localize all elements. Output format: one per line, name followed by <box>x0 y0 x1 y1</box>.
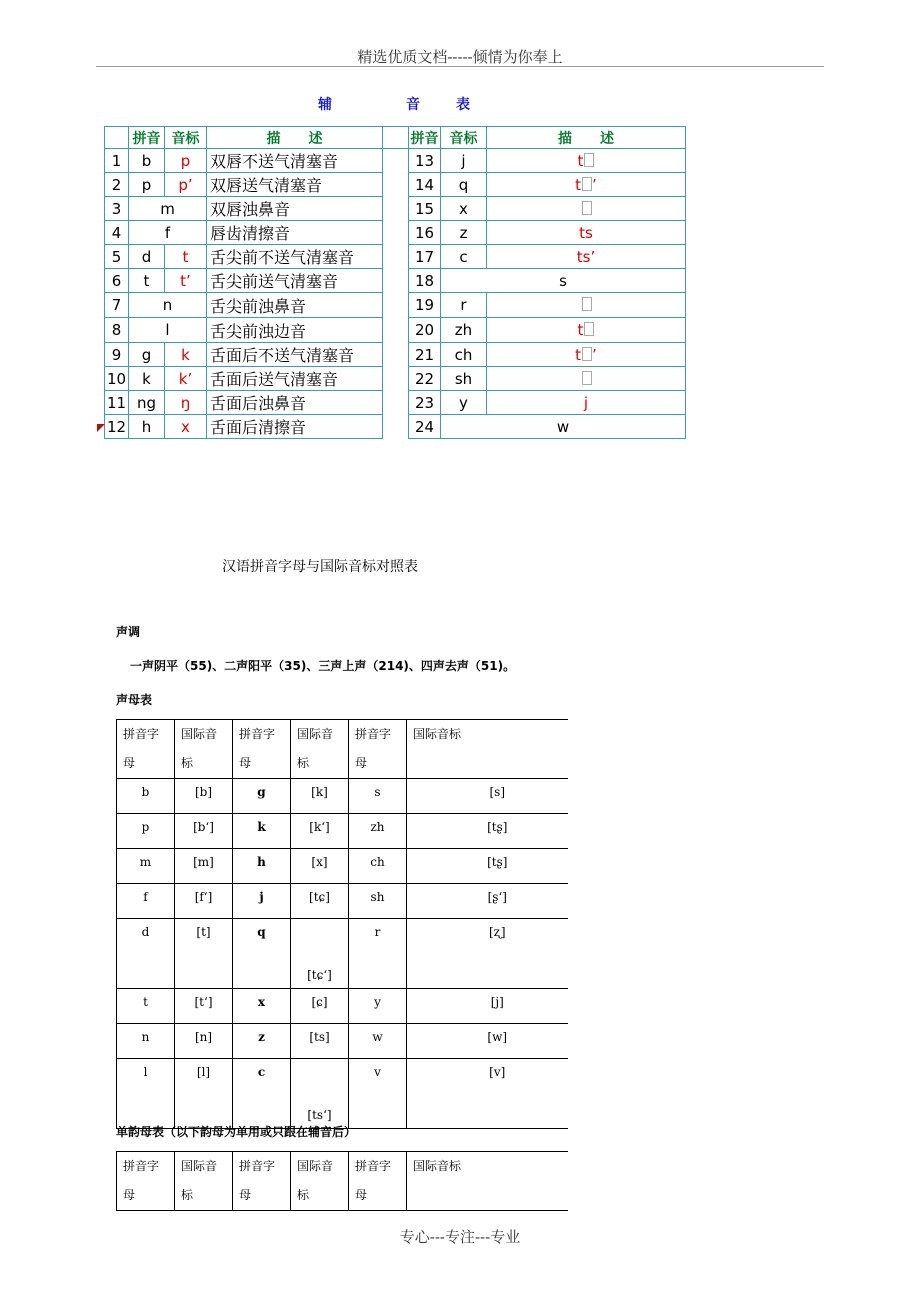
pinyin-cell: s <box>441 269 686 293</box>
missing-glyph-icon <box>582 347 592 361</box>
initials-cell: [ts‘] <box>291 1059 349 1129</box>
missing-glyph-icon <box>584 322 594 336</box>
initials-cell: [ts] <box>291 1024 349 1059</box>
ipa-symbol: t <box>575 345 582 364</box>
missing-glyph-icon <box>582 201 592 215</box>
pinyin-cell: y <box>441 391 487 415</box>
header-ipa-2: 音标 <box>441 127 487 149</box>
description-cell: 双唇送气清塞音 <box>207 173 383 197</box>
pinyin-cell: d <box>129 245 165 269</box>
consonant-table <box>104 126 686 439</box>
gap-cell <box>383 293 409 318</box>
ipa-header-cell <box>175 1152 233 1211</box>
pinyin-cell: zh <box>441 318 487 343</box>
header-line: 母 <box>123 1188 136 1202</box>
header-blank-2 <box>383 127 409 149</box>
header-line: 拼音字 <box>355 1159 392 1173</box>
ipa-header-row <box>117 1152 568 1211</box>
pinyin-cell: t <box>129 269 165 293</box>
initials-cell: g <box>233 779 291 814</box>
ipa-symbol: ts <box>579 223 593 242</box>
row-number: 3 <box>105 197 129 221</box>
initials-cell: h <box>233 849 291 884</box>
ipa-symbol: t <box>577 151 584 170</box>
row-number: 5 <box>105 245 129 269</box>
consonant-row <box>105 391 686 415</box>
header-line: 国际音 <box>297 1159 334 1173</box>
initials-cell: [b‘] <box>175 814 233 849</box>
ipa-cell <box>487 173 686 197</box>
ipa-cell <box>165 149 207 173</box>
initials-cell: [ɕ] <box>291 989 349 1024</box>
row-number: 11 <box>105 391 129 415</box>
pinyin-cell: f <box>129 221 207 245</box>
initials-cell: [ʂ‘] <box>407 884 568 919</box>
missing-glyph-icon <box>584 153 594 167</box>
ipa-cell <box>165 245 207 269</box>
initials-row <box>117 814 568 849</box>
initials-cell: [ʐ] <box>407 919 568 989</box>
header-line: 国际音标 <box>413 1159 462 1173</box>
header-line: 母 <box>123 756 136 770</box>
row-number: 12 <box>105 415 129 439</box>
initials-cell: [n] <box>175 1024 233 1059</box>
consonant-row <box>105 173 686 197</box>
ipa-cell <box>487 245 686 269</box>
pinyin-cell: r <box>441 293 487 318</box>
initials-cell: [tʂ] <box>407 849 568 884</box>
initials-cell: y <box>349 989 407 1024</box>
ipa-symbol: j <box>583 393 589 412</box>
ipa-cell <box>165 269 207 293</box>
ipa-header-cell <box>233 1152 291 1211</box>
pinyin-cell: b <box>129 149 165 173</box>
gap-cell <box>383 197 409 221</box>
gap-cell <box>383 391 409 415</box>
row-number: 7 <box>105 293 129 318</box>
row-number: 17 <box>409 245 441 269</box>
ipa-cell <box>487 367 686 391</box>
missing-glyph-icon <box>582 371 592 385</box>
pinyin-cell: p <box>129 173 165 197</box>
gap-cell <box>383 173 409 197</box>
ipa-header-cell <box>117 720 175 779</box>
initials-cell: [j] <box>407 989 568 1024</box>
ipa-symbol: t <box>182 247 189 266</box>
initials-cell: [t] <box>175 919 233 989</box>
initials-row <box>117 1024 568 1059</box>
header-desc: 描 述 <box>207 127 383 149</box>
ipa-header-cell <box>349 720 407 779</box>
initials-cell: s <box>349 779 407 814</box>
initials-cell: k <box>233 814 291 849</box>
ipa-cell <box>487 391 686 415</box>
pinyin-cell: j <box>441 149 487 173</box>
pinyin-cell: ch <box>441 343 487 367</box>
tone-text: 一声阴平（55)、二声阳平（35)、三声上声（214)、四声去声（51)。 <box>130 659 516 673</box>
initials-cell: zh <box>349 814 407 849</box>
ipa-cell <box>487 343 686 367</box>
header-line: 标 <box>297 1188 310 1202</box>
initials-cell: b <box>117 779 175 814</box>
row-number: 6 <box>105 269 129 293</box>
ipa-header-cell <box>233 720 291 779</box>
ipa-cell <box>487 221 686 245</box>
finals-table <box>116 1151 568 1211</box>
header-blank <box>105 127 129 149</box>
header-line: 国际音 <box>181 1159 218 1173</box>
header-line: 国际音 <box>181 727 218 741</box>
initials-row <box>117 989 568 1024</box>
title-char-2: 音 <box>406 97 420 113</box>
title-char-3: 表 <box>456 97 470 113</box>
initials-cell: d <box>117 919 175 989</box>
ipa-symbol: k <box>181 345 190 364</box>
initials-label: 声母表 <box>116 693 153 707</box>
row-number: 24 <box>409 415 441 439</box>
pinyin-cell: l <box>129 318 207 343</box>
initials-row <box>117 1059 568 1129</box>
header-line: 拼音字 <box>239 727 276 741</box>
consonant-row <box>105 197 686 221</box>
consonant-row <box>105 367 686 391</box>
ipa-cell <box>165 367 207 391</box>
ipa-symbol: ts’ <box>576 247 596 266</box>
initials-cell: j <box>233 884 291 919</box>
ipa-header-cell <box>407 1152 568 1211</box>
description-cell: 舌面后清擦音 <box>207 415 383 439</box>
header-desc-2: 描 述 <box>487 127 686 149</box>
header-line: 母 <box>355 1188 368 1202</box>
header-line: 拼音字 <box>239 1159 276 1173</box>
row-number: 9 <box>105 343 129 367</box>
header-pinyin: 拼音 <box>129 127 165 149</box>
consonant-row <box>105 415 686 439</box>
header-line: 拼音字 <box>123 1159 160 1173</box>
initials-cell: [tʂ] <box>407 814 568 849</box>
initials-cell: [w] <box>407 1024 568 1059</box>
initials-table <box>116 719 568 1129</box>
pinyin-cell: n <box>129 293 207 318</box>
gap-cell <box>383 221 409 245</box>
gap-cell <box>383 367 409 391</box>
title-char-1: 辅 <box>318 97 332 113</box>
description-cell: 舌尖前送气清塞音 <box>207 269 383 293</box>
section-title: 汉语拼音字母与国际音标对照表 <box>222 559 418 575</box>
row-number: 4 <box>105 221 129 245</box>
ipa-header-cell <box>407 720 568 779</box>
ipa-cell <box>165 173 207 197</box>
initials-cell: r <box>349 919 407 989</box>
header-line: 拼音字 <box>355 727 392 741</box>
gap-cell <box>383 269 409 293</box>
consonant-row <box>105 269 686 293</box>
header-ipa: 音标 <box>165 127 207 149</box>
ipa-symbol: x <box>181 417 190 436</box>
ipa-cell <box>487 293 686 318</box>
ipa-header-cell <box>291 1152 349 1211</box>
initials-cell: c <box>233 1059 291 1129</box>
description-cell: 双唇不送气清塞音 <box>207 149 383 173</box>
description-cell: 舌尖前浊鼻音 <box>207 293 383 318</box>
initials-cell: ch <box>349 849 407 884</box>
finals-label: 单韵母表（以下韵母为单用或只跟在辅音后） <box>116 1125 357 1139</box>
initials-row <box>117 849 568 884</box>
ipa-symbol: p’ <box>178 175 193 194</box>
row-number: 22 <box>409 367 441 391</box>
initials-cell: [tɕ] <box>291 884 349 919</box>
initials-cell: [x] <box>291 849 349 884</box>
consonant-header-row <box>105 127 686 149</box>
row-number: 10 <box>105 367 129 391</box>
header-line: 标 <box>297 756 310 770</box>
initials-cell: sh <box>349 884 407 919</box>
row-number: 18 <box>409 269 441 293</box>
gap-cell <box>383 318 409 343</box>
initials-row <box>117 779 568 814</box>
initials-cell: m <box>117 849 175 884</box>
consonant-row <box>105 245 686 269</box>
row-number: 15 <box>409 197 441 221</box>
ipa-symbol: p <box>180 151 191 170</box>
ipa-cell <box>165 415 207 439</box>
initials-cell: [b] <box>175 779 233 814</box>
initials-cell: q <box>233 919 291 989</box>
header-line: 拼音字 <box>123 727 160 741</box>
description-cell: 舌尖前不送气清塞音 <box>207 245 383 269</box>
pinyin-cell: q <box>441 173 487 197</box>
pinyin-cell: m <box>129 197 207 221</box>
initials-cell: [l] <box>175 1059 233 1129</box>
row-number: 8 <box>105 318 129 343</box>
pinyin-cell: sh <box>441 367 487 391</box>
initials-row <box>117 919 568 989</box>
tone-label: 声调 <box>116 625 141 639</box>
row-number: 23 <box>409 391 441 415</box>
initials-cell: [k‘] <box>291 814 349 849</box>
missing-glyph-icon <box>582 297 592 311</box>
header-line: 国际音标 <box>413 727 462 741</box>
page-footer: 专心---专注---专业 <box>399 1228 521 1246</box>
header-line: 标 <box>181 1188 194 1202</box>
initials-cell: v <box>349 1059 407 1129</box>
gap-cell <box>383 149 409 173</box>
ipa-cell <box>487 197 686 221</box>
header-line: 母 <box>239 1188 252 1202</box>
initials-cell: [m] <box>175 849 233 884</box>
header-line: 母 <box>355 756 368 770</box>
page-header: 精选优质文档-----倾情为你奉上 <box>357 48 563 66</box>
row-number: 19 <box>409 293 441 318</box>
initials-cell: t <box>117 989 175 1024</box>
initials-cell: w <box>349 1024 407 1059</box>
pinyin-cell: w <box>441 415 686 439</box>
row-number: 2 <box>105 173 129 197</box>
pinyin-cell: g <box>129 343 165 367</box>
ipa-cell <box>165 343 207 367</box>
pinyin-cell: h <box>129 415 165 439</box>
initials-cell: [t‘] <box>175 989 233 1024</box>
initials-cell: p <box>117 814 175 849</box>
ipa-header-row <box>117 720 568 779</box>
row-number: 13 <box>409 149 441 173</box>
gap-cell <box>383 415 409 439</box>
initials-cell: n <box>117 1024 175 1059</box>
header-rule <box>96 66 824 67</box>
ipa-cell <box>487 318 686 343</box>
header-line: 标 <box>181 756 194 770</box>
initials-cell: l <box>117 1059 175 1129</box>
pinyin-cell: k <box>129 367 165 391</box>
ipa-symbol: ŋ <box>180 393 191 412</box>
row-number: 14 <box>409 173 441 197</box>
row-number: 20 <box>409 318 441 343</box>
consonant-row <box>105 221 686 245</box>
initials-cell: f <box>117 884 175 919</box>
initials-cell: [v] <box>407 1059 568 1129</box>
row-number: 1 <box>105 149 129 173</box>
header-line: 国际音 <box>297 727 334 741</box>
ipa-symbol: k’ <box>178 369 193 388</box>
initials-cell: x <box>233 989 291 1024</box>
ipa-mark: ’ <box>592 345 597 364</box>
pinyin-cell: x <box>441 197 487 221</box>
ipa-cell <box>165 391 207 415</box>
ipa-cell <box>487 149 686 173</box>
initials-cell: [f‘] <box>175 884 233 919</box>
gap-cell <box>383 245 409 269</box>
header-line: 母 <box>239 756 252 770</box>
initials-cell: [k] <box>291 779 349 814</box>
ipa-symbol: t <box>575 175 582 194</box>
pinyin-cell: c <box>441 245 487 269</box>
initials-cell: z <box>233 1024 291 1059</box>
initials-cell: [tɕ‘] <box>291 919 349 989</box>
pinyin-cell: z <box>441 221 487 245</box>
ipa-header-cell <box>291 720 349 779</box>
consonant-row <box>105 318 686 343</box>
header-pinyin-2: 拼音 <box>409 127 441 149</box>
ipa-header-cell <box>175 720 233 779</box>
consonant-row <box>105 293 686 318</box>
ipa-header-cell <box>117 1152 175 1211</box>
missing-glyph-icon <box>582 177 592 191</box>
ipa-symbol: t’ <box>180 271 191 290</box>
gap-cell <box>383 343 409 367</box>
pinyin-cell: ng <box>129 391 165 415</box>
ipa-mark: ’ <box>592 175 597 194</box>
description-cell: 舌尖前浊边音 <box>207 318 383 343</box>
consonant-row <box>105 149 686 173</box>
ipa-symbol: t <box>577 321 584 339</box>
ipa-header-cell <box>349 1152 407 1211</box>
description-cell: 双唇浊鼻音 <box>207 197 383 221</box>
description-cell: 舌面后送气清塞音 <box>207 367 383 391</box>
corner-marker <box>97 424 105 432</box>
initials-cell: [s] <box>407 779 568 814</box>
row-number: 21 <box>409 343 441 367</box>
consonant-row <box>105 343 686 367</box>
row-number: 16 <box>409 221 441 245</box>
description-cell: 唇齿清擦音 <box>207 221 383 245</box>
description-cell: 舌面后浊鼻音 <box>207 391 383 415</box>
description-cell: 舌面后不送气清塞音 <box>207 343 383 367</box>
initials-row <box>117 884 568 919</box>
